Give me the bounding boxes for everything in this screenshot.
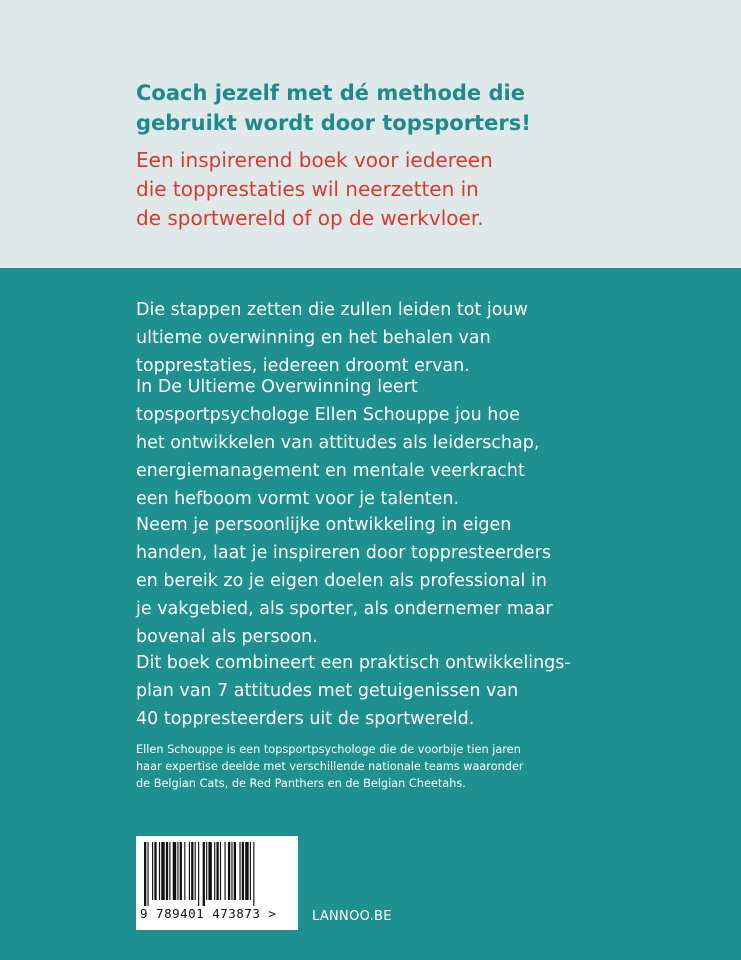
paragraph-line: bovenal als persoon. bbox=[136, 627, 318, 647]
barcode-bar bbox=[216, 842, 218, 900]
barcode-bar bbox=[173, 842, 176, 900]
isbn-number: 9 789401 473873 > bbox=[140, 906, 277, 921]
barcode-bar bbox=[225, 842, 226, 900]
barcode-bar bbox=[166, 842, 168, 900]
paragraph-line: topprestaties, iedereen droomt ervan. bbox=[136, 356, 470, 376]
paragraph-line: topsportpsychologe Ellen Schouppe jou hoe bbox=[136, 405, 520, 425]
headline bbox=[136, 78, 696, 138]
barcode-bar bbox=[169, 842, 170, 900]
barcode-bar bbox=[242, 842, 244, 900]
paragraph-summary bbox=[136, 649, 716, 733]
barcode-bar bbox=[220, 842, 221, 900]
paragraph-line: plan van 7 attitudes met getuigenissen van bbox=[136, 681, 519, 701]
barcode-bar bbox=[253, 842, 254, 906]
barcode-bar bbox=[245, 842, 248, 900]
paragraph-line: handen, laat je inspireren door toppresteerders bbox=[136, 543, 552, 563]
bio-line: de Belgian Cats, de Red Panthers en de Belgian Cheetahs. bbox=[136, 777, 466, 790]
barcode-bar bbox=[214, 842, 215, 900]
paragraph-line: Dit boek combineert een praktisch ontwikkelings- bbox=[136, 653, 571, 673]
paragraph-development bbox=[136, 511, 716, 651]
paragraph-line: een hefboom vormt voor je talenten. bbox=[136, 489, 460, 509]
barcode-bar bbox=[152, 842, 153, 900]
paragraph-line: energiemanagement en mentale veerkracht bbox=[136, 461, 525, 481]
barcode-bar bbox=[144, 842, 146, 906]
tagline bbox=[136, 146, 716, 233]
paragraph-line: je vakgebied, als sporter, als ondernemer maar bbox=[136, 599, 553, 619]
barcode-bar bbox=[234, 842, 236, 900]
author-bio bbox=[136, 741, 656, 792]
barcode-bar bbox=[195, 842, 196, 900]
barcode-bar bbox=[191, 842, 193, 900]
barcode-bar bbox=[250, 842, 251, 900]
bio-line: Ellen Schouppe is een topsportpsychologe die de voorbije tien jaren bbox=[136, 743, 521, 756]
paragraph-intro bbox=[136, 296, 716, 380]
publisher-url: LANNOO.BE bbox=[312, 909, 392, 924]
paragraph-line: het ontwikkelen van attitudes als leiderschap, bbox=[136, 433, 540, 453]
barcode-bar bbox=[231, 842, 232, 900]
tagline-line: die topprestaties wil neerzetten in bbox=[136, 177, 479, 201]
paragraph-line: Neem je persoonlijke ontwikkeling in eigen bbox=[136, 515, 512, 535]
barcode-bars bbox=[136, 836, 298, 908]
tagline-line: de sportwereld of op de werkvloer. bbox=[136, 206, 484, 230]
paragraph-line: In De Ultieme Overwinning leert bbox=[136, 377, 418, 397]
paragraph-line: 40 toppresteerders uit de sportwereld. bbox=[136, 709, 475, 729]
barcode-bar bbox=[177, 842, 178, 900]
barcode-bar bbox=[208, 842, 211, 900]
barcode-bar bbox=[189, 842, 190, 900]
barcode-bar bbox=[147, 842, 148, 906]
paragraph-book bbox=[136, 373, 716, 513]
paragraph-line: ultieme overwinning en het behalen van bbox=[136, 328, 491, 348]
barcode-bar bbox=[206, 842, 207, 900]
barcode-bar bbox=[203, 842, 205, 906]
tagline-line: Een inspirerend boek voor iedereen bbox=[136, 148, 493, 172]
headline-line: gebruikt wordt door topsporters! bbox=[136, 111, 531, 135]
bio-line: haar expertise deelde met verschillende nationale teams waaronder bbox=[136, 760, 524, 773]
barcode-bar bbox=[239, 842, 240, 900]
barcode bbox=[136, 836, 298, 930]
barcode-bar bbox=[161, 842, 164, 900]
barcode-bar bbox=[154, 842, 156, 900]
headline-line: Coach jezelf met dé methode die bbox=[136, 81, 525, 105]
barcode-bar bbox=[198, 842, 199, 906]
barcode-bar bbox=[180, 842, 182, 900]
barcode-bar bbox=[159, 842, 160, 900]
barcode-bar bbox=[228, 842, 230, 900]
barcode-bar bbox=[184, 842, 185, 900]
paragraph-line: en bereik zo je eigen doelen als professional in bbox=[136, 571, 547, 591]
paragraph-line: Die stappen zetten die zullen leiden tot jouw bbox=[136, 300, 528, 320]
